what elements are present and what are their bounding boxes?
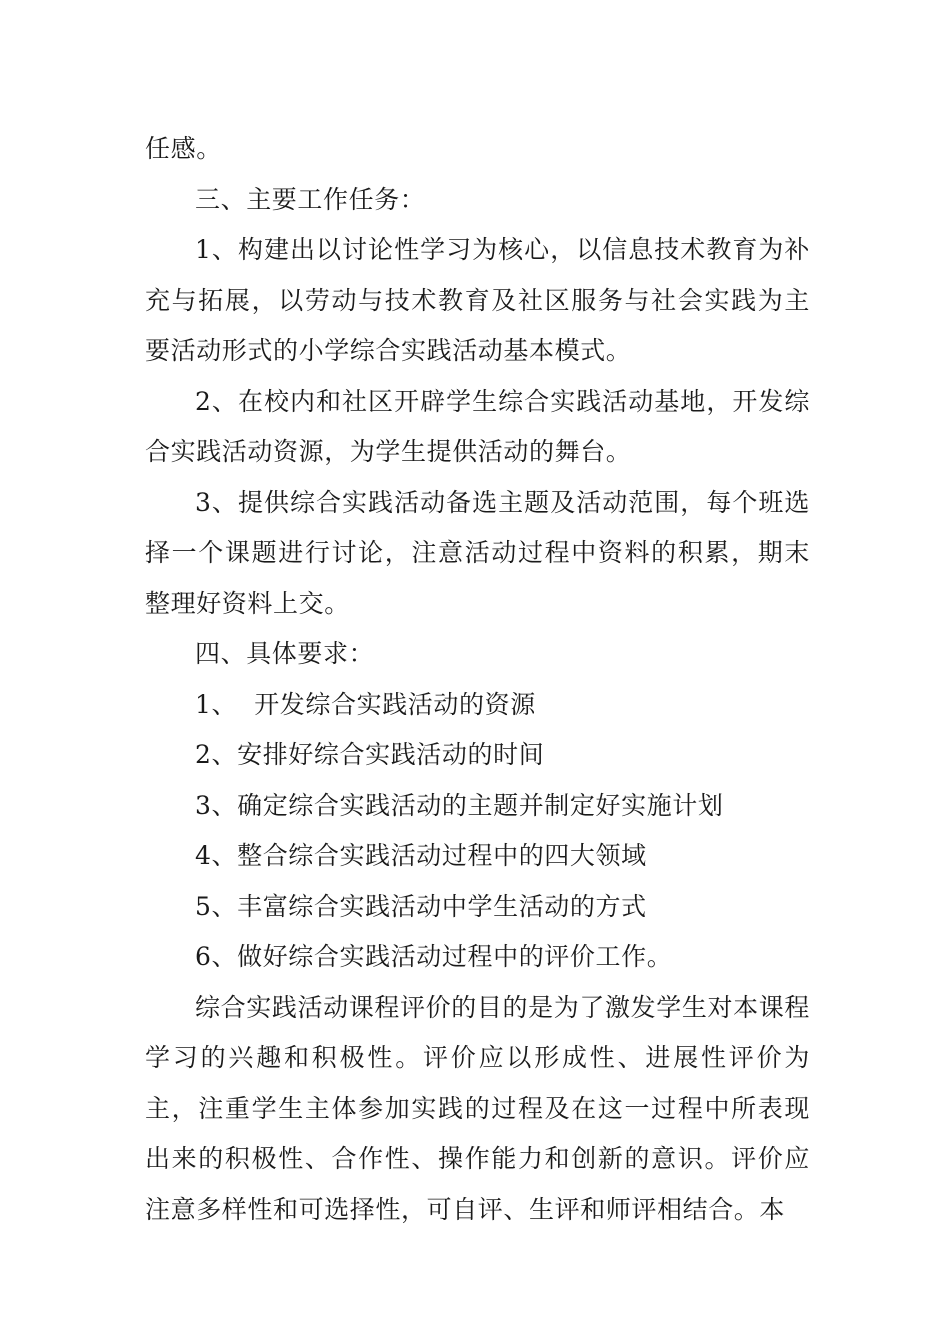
paragraph-fragment: 任感。	[145, 134, 222, 163]
section-heading-requirements: 四、具体要求：	[195, 639, 375, 668]
section-heading-tasks: 三、主要工作任务：	[195, 184, 426, 214]
document-body	[145, 124, 810, 1235]
requirement-item-5: 5、丰富综合实践活动中学生活动的方式	[195, 891, 647, 921]
requirement-item-6: 6、做好综合实践活动过程中的评价工作。	[195, 942, 673, 971]
requirement-item-3: 3、确定综合实践活动的主题并制定好实施计划	[195, 790, 724, 820]
evaluation-paragraph: 综合实践活动课程评价的目的是为了激发学生对本课程学习的兴趣和积极性。评价应以形成性、进展性评价为主，注重学生主体参加实践的过程及在这一过程中所表现出来的积极性、合作性、操作能力和创新的意识。评价应注意多样性和可选择性，可自评、生评和师评相结合。本	[145, 992, 810, 1224]
requirement-item-2: 2、安排好综合实践活动的时间	[195, 740, 545, 769]
task-item-3: 3、提供综合实践活动备选主题及活动范围，每个班选择一个课题进行讨论，注意活动过程中资料的积累，期末整理好资料上交。	[145, 487, 810, 618]
task-item-1: 1、构建出以讨论性学习为核心，以信息技术教育为补充与拓展，以劳动与技术教育及社区服务与社会实践为主要活动形式的小学综合实践活动基本模式。	[145, 235, 810, 365]
task-item-2: 2、在校内和社区开辟学生综合实践活动基地，开发综合实践活动资源，为学生提供活动的舞台。	[145, 386, 810, 466]
requirement-item-4: 4、整合综合实践活动过程中的四大领域	[195, 841, 647, 870]
requirement-item-1: 1、 开发综合实践活动的资源	[195, 689, 536, 719]
